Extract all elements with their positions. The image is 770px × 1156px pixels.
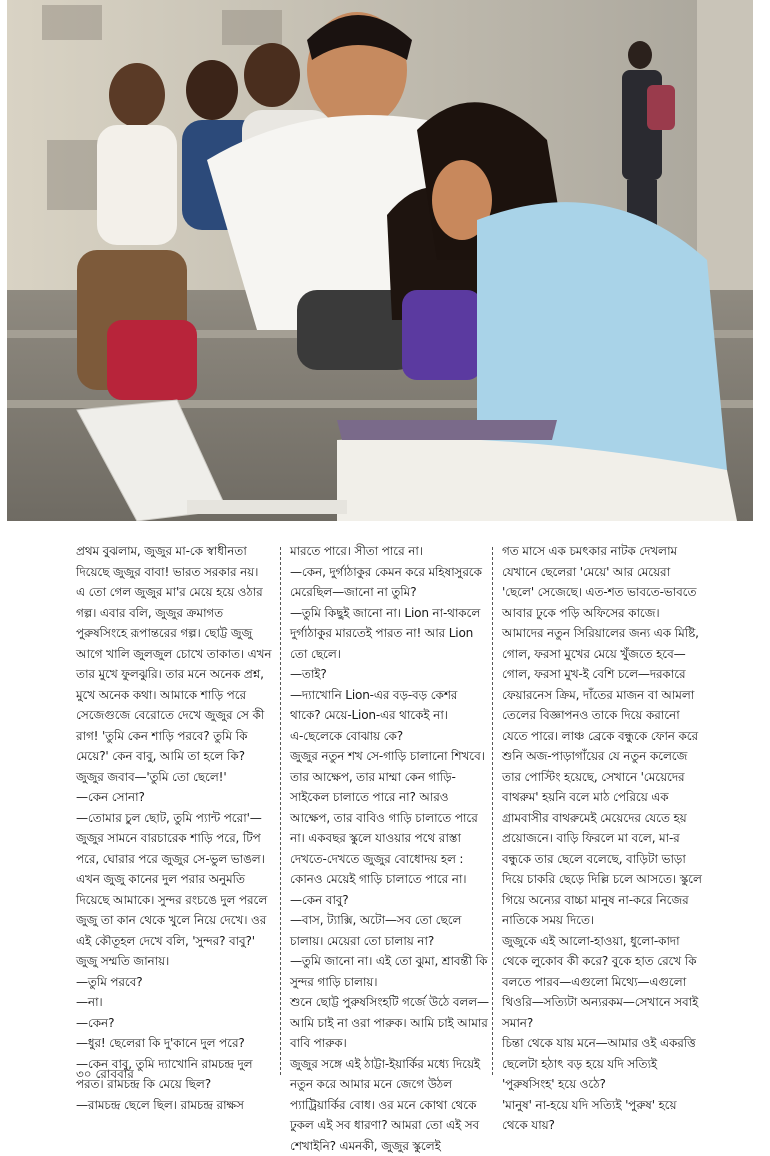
column-3-text: গত মাসে এক চমৎকার নাটক দেখলাম যেখানে ছেলেরা 'মেয়ে' আর মেয়েরা 'ছেলে' সেজেছে। এত-শত ভাবতে-ভাবতে আবার ঢুকে পড়ি অফিসের কাজে। আমাদের নতুন সিরিয়ালের জন্য এক মিষ্টি, গোল, ফরসা মুখের মেয়ে খুঁজতে হবে—গোল, ফরসা মুখ-ই বেশি চলে—দরকারে ফেয়ারনেস ক্রিম, দাঁতের মাজন বা আমলা তেলের বিজ্ঞাপনও তাকে দিয়ে করানো যেতে পারে। লাঞ্চ ব্রেকে বন্ধুকে ফোন করে শুনি অজ-পাড়াগাঁয়ের যে নতুন কলেজে তার পোস্টিং হয়েছে, সেখানে 'মেয়েদের বাথরুম' হয়নি বলে মাঠ পেরিয়ে এক গ্রামবাসীর বাথরুমেই মেয়েদের যেতে হয় প্রয়োজনে। বাড়ি ফিরলে মা বলে, মা-র বন্ধুকে তার ছেলে বলেছে, বাড়িটা ভাড়া দিয়ে চাকরি ছেড়ে দিল্লি চলে আসতে। স্কুলে গিয়ে অন্যের বাচ্চা মানুষ না-করে নিজের নাতিকে সময় দিতে। জুজুকে এই আলো-হাওয়া, ধুলো-কাদা থেকে লুকোব কী করে? বুকে হাত রেখে কি বলতে পারব—এগুলো মিথ্যে—এগুলো থিওরি—সত্যিটা অন্যরকম—সেখানে সবাই সমান? চিন্তা থেকে যায় মনে—আমার ওই একরত্তি ছেলেটা হঠাৎ বড় হয়ে যদি সত্যিই 'পুরুষসিংহ' হয়ে ওঠে? 'মানুষ' না-হয়ে যদি সত্যিই 'পুরুষ' হয়ে থেকে যায়?	[502, 544, 702, 1132]
column-2-text: মারতে পারে। সীতা পারে না। —কেন, দুর্গাঠাকুর কেমন করে মহিষাসুরকে মেরেছিল—জানো না তুমি? —তুমি কিছুই জানো না। Lion না-থাকলে দুর্গাঠাকুর মারতেই পারত না! আর Lion তো ছেলে। —তাই? —দ্যাখোনি Lion-এর বড়-বড় কেশর থাকে? মেয়ে-Lion-এর থাকেই না। এ-ছেলেকে বোঝায় কে? জুজুর নতুন শখ সে-গাড়ি চালানো শিখবে। তার আক্ষেপ, তার মাম্মা কেন গাড়ি-সাইকেল চালাতে পারে না? আরও আক্ষেপ, তার বাবিও গাড়ি চালাতে পারে না। একবছর স্কুলে যাওয়ার পথে রাস্তা দেখতে-দেখতে জুজুর বোধোদয় হল : কোনও মেয়েই গাড়ি চালাতে পারে না। —কেন বাবু? —বাস, ট্যাক্সি, অটো—সব তো ছেলে চালায়। মেয়েরা তো চালায় না? —তুমি জানো না। এই তো ঝুমা, শ্রাবন্তী কি সুন্দর গাড়ি চালায়। শুনে ছোট্ট পুরুষসিংহটি গর্জে উঠে বলল—আমি চাই না ওরা পারুক। আমি চাই আমার বাবি পারুক। জুজুর সঙ্গে এই ঠাট্টা-ইয়ার্কির মধ্যে দিয়েই নতুন করে আমার মনে জেগে উঠল প্যাট্রিয়ার্কির বোধ। ওর মনে কোথা থেকে ঢুকল এই সব ধারণা? আমরা তো এই সব শেখাইনি? এমনকী, জুজুর স্কুলেই	[290, 544, 489, 1153]
magazine-name: রোববার	[95, 1067, 134, 1081]
text-column-2	[290, 541, 490, 1156]
photo-illustration	[7, 0, 753, 521]
text-column-3	[502, 541, 702, 1136]
page-number: ৩০	[76, 1067, 92, 1081]
students-group-photo	[7, 0, 753, 521]
column-divider-2	[492, 547, 493, 1075]
column-divider-1	[280, 547, 281, 1075]
page-footer	[76, 1066, 134, 1086]
text-column-1	[76, 541, 276, 1115]
column-1-text: প্রথম বুঝলাম, জুজুর মা-কে স্বাধীনতা দিয়েছে জুজুর বাবা! ভারত সরকার নয়। এ তো গেল জুজুর মা'র মেয়ে হয়ে ওঠার গল্প। এবার বলি, জুজুর ক্রমাগত পুরুষসিংহে রূপান্তরের গল্প। ছোট্ট জুজু আগে খালি জুলজুল চোখে তাকাত। এখন তার মুখে ফুলঝুরি। তার মনে অনেক প্রশ্ন, মুখে অনেক কথা। আমাকে শাড়ি পরে সেজেগুজে বেরোতে দেখে জুজুর সে কী রাগ! 'তুমি কেন শাড়ি পরবে? তুমি কি মেয়ে?' কেন বাবু, আমি তা হলে কি? জুজুর জবাব—'তুমি তো ছেলে!' —কেন সোনা? —তোমার চুল ছোট, তুমি প্যান্ট পরো'— জুজুর সামনে বারচারেক শাড়ি পরে, টিপ পরে, ঘোরার পরে জুজুর সে-ভুল ভাঙল। এখন জুজু কানের দুল পরার অনুমতি দিয়েছে আমাকে। সুন্দর রংচঙে দুল পরলে জুজু তা কান থেকে খুলে নিয়ে দেখে। ওর এই কৌতূহল দেখে বলি, 'সুন্দর? বাবু?' জুজু সম্মতি জানায়। —তুমি পরবে? —না। —কেন? —ধুর! ছেলেরা কি দু'কানে দুল পরে? —কেন বাবু, তুমি দ্যাখোনি রামচন্দ্র দুল পরত। রামচন্দ্র কি মেয়ে ছিল? —রামচন্দ্র ছেলে ছিল। রামচন্দ্র রাক্ষস	[76, 544, 272, 1112]
